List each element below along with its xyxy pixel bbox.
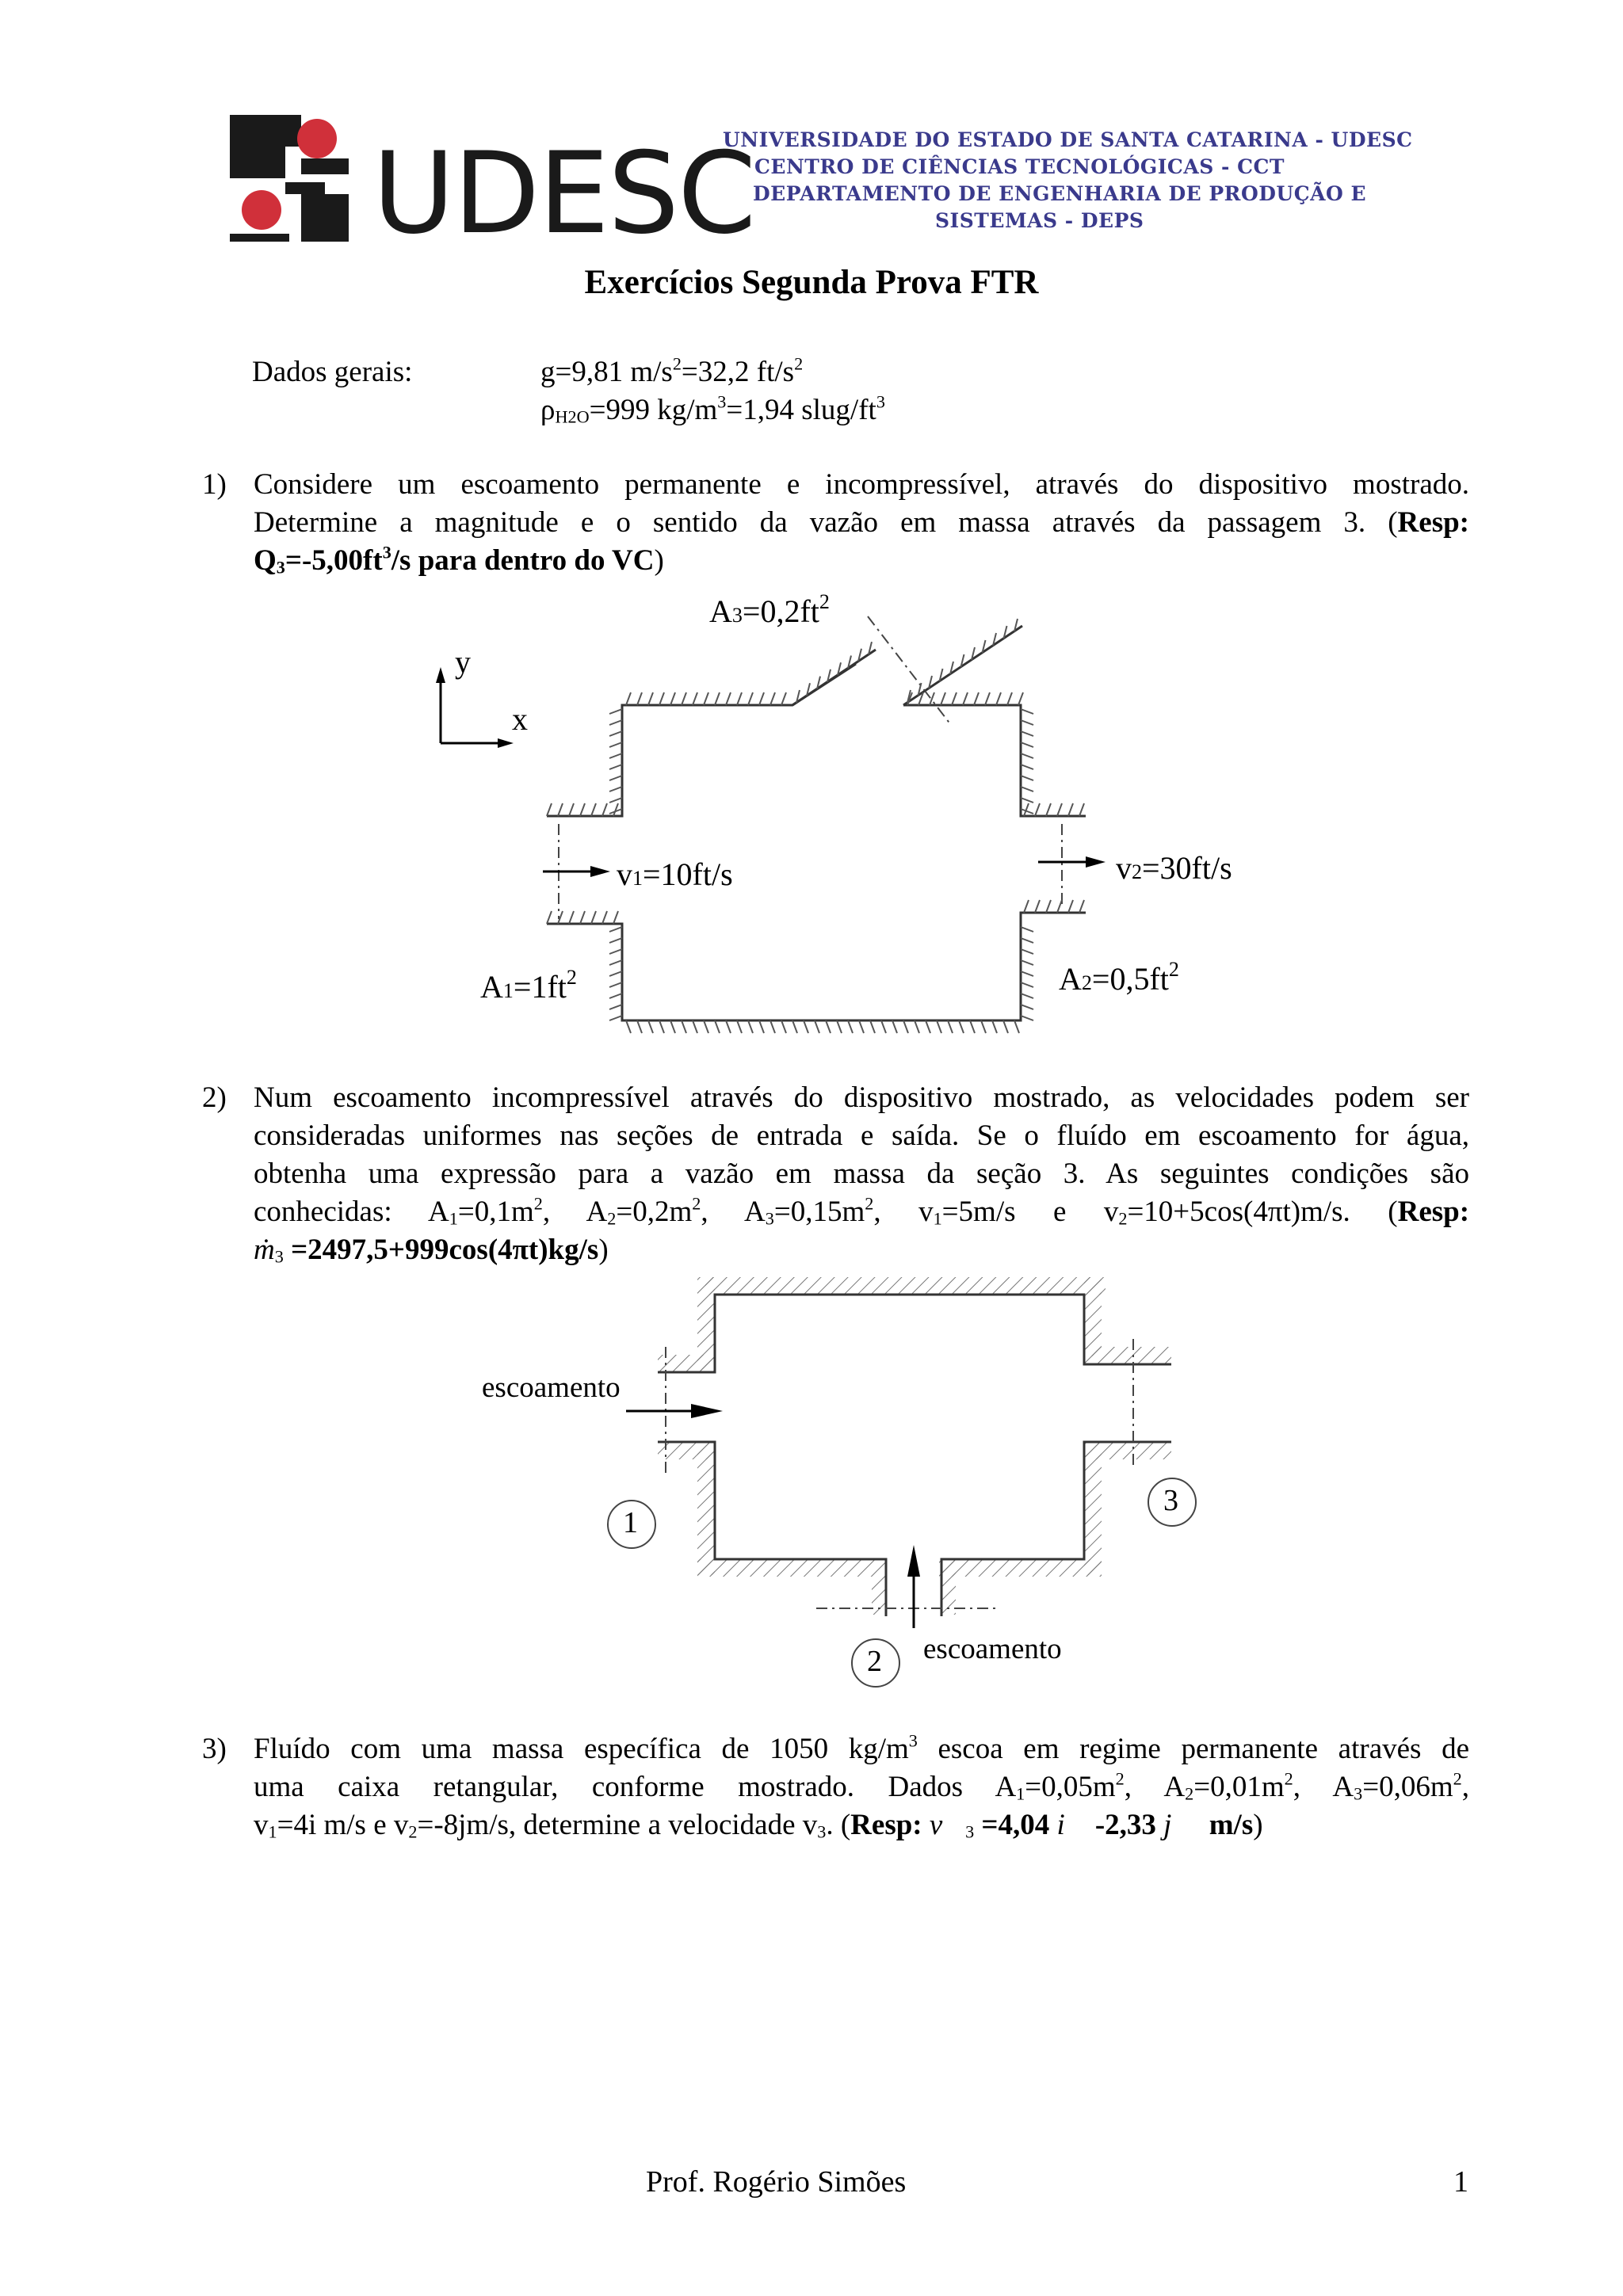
fig2-section-1: 1 bbox=[623, 1506, 638, 1539]
density-value: $\rho_{H2O}=999$ $kg/m^3=1,94$ slug/$ft^3$ bbox=[540, 391, 885, 427]
ex2-number: 2) bbox=[202, 1081, 227, 1114]
dados-label: Dados gerais: bbox=[252, 356, 413, 388]
header-line-1: UNIVERSIDADE DO ESTADO DE SANTA CATARINA - UDESC bbox=[723, 128, 1413, 151]
ex1-number: 1) bbox=[202, 468, 227, 501]
fig2-escoamento-left: escoamento bbox=[482, 1371, 621, 1404]
fig1-x-label: x bbox=[512, 701, 528, 737]
ex3-statement: Fluído com uma massa específica de 1050 $kg/m^3$ escoa em regime permanente através de uma caixa retangular, conforme mostrado. Dados $A_1=0,05m^2$, $A_2=0,01m^2$, $A_3=0,06m^2$, $v_1=4i$ m/s e $v_2=-8jm/s$, determine a velocidade $v_3$. (Resp: $v⃗_3 =4,04$ i⃗ -2,33 j⃗ m/s) bbox=[254, 1730, 1469, 1842]
ex2-statement: Num escoamento incompressível através do dispositivo mostrado, as velocidades podem ser consideradas uniformes nas seções de entrada e saída. Se o fluído em escoamento for água, obtenha uma expressão para a vazão em massa da seção 3. As seguintes condições são conhecidas: $A_1=0,1m^2$, $A_2=0,2m^2$, $A_3=0,15m^2$, $v_1=5m/s$ e $v_2=10+5\cos(4\pi t)m/s$. (Resp: ṁ$_3$ =2497,5+999cos(4πt)kg/s) bbox=[254, 1081, 1470, 1267]
logo-wordmark: UDESC bbox=[372, 128, 755, 259]
fig1-a3-label: $A3=0,2ft^2$ bbox=[709, 590, 830, 629]
fig1-y-label: y bbox=[455, 644, 471, 680]
footer-author: Prof. Rogério Simões bbox=[646, 2165, 907, 2199]
header-line-3: DEPARTAMENTO DE ENGENHARIA DE PRODUÇÃO E bbox=[753, 182, 1367, 205]
header-line-2: CENTRO DE CIÊNCIAS TECNOLÓGICAS - CCT bbox=[754, 155, 1285, 178]
fig1-v2-label: v2=30ft/s bbox=[1116, 850, 1232, 886]
fig1-a2-label: $A2=0,5ft^2$ bbox=[1059, 958, 1179, 997]
ex1-statement: Considere um escoamento permanente e incompressível, através do dispositivo mostrado. Determine a magnitude e o sentido da vazão em massa através da passagem 3. (Resp: $Q_3=-5,00ft^3/s$ para dentro do VC) bbox=[254, 468, 1469, 578]
header-line-4: SISTEMAS - DEPS bbox=[935, 209, 1144, 232]
page-title: Exercícios Segunda Prova FTR bbox=[584, 264, 1039, 301]
ex3-number: 3) bbox=[202, 1733, 227, 1765]
fig2-section-2: 2 bbox=[867, 1645, 882, 1678]
fig2-section-3: 3 bbox=[1163, 1484, 1178, 1517]
fig1-v1-label: v1=10ft/s bbox=[617, 856, 733, 892]
fig2-escoamento-bottom: escoamento bbox=[923, 1633, 1062, 1665]
fig1-a1-label: $A1=1ft^2$ bbox=[480, 966, 577, 1005]
page-number: 1 bbox=[1453, 2165, 1468, 2199]
gravity-value: g=9,81 $m/s^2=32,2$ $ft/s^2$ bbox=[540, 353, 804, 388]
